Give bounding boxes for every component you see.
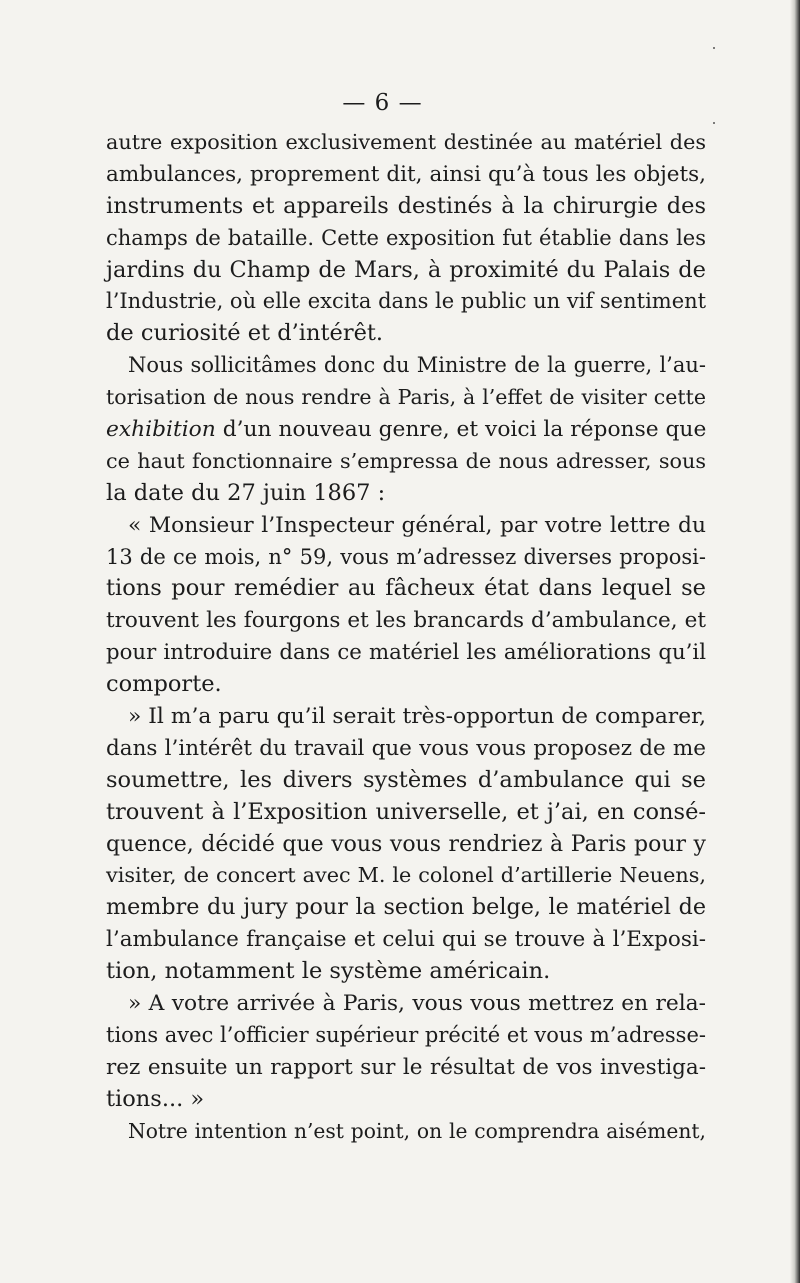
text-line: visiter, de concert avec M. le colonel d’artillerie Neuens, — [106, 863, 706, 888]
text-line: comporte. — [106, 671, 222, 698]
text-line: ambulances, proprement dit, ainsi qu’à tous les objets, — [106, 161, 706, 187]
paper-speck — [713, 47, 715, 49]
text-line: tion, notamment le système américain. — [106, 958, 551, 985]
text-line: instruments et appareils destinés à la chirurgie des — [106, 192, 706, 219]
text-line: tions pour remédier au fâcheux état dans lequel se — [106, 575, 706, 602]
text-line: tions avec l’officier supérieur précité et vous m’adresse- — [106, 1022, 706, 1047]
text-line: pour introduire dans ce matériel les améliorations qu’il — [106, 640, 706, 666]
text-line: « Monsieur l’Inspecteur général, par votre lettre du — [128, 512, 706, 538]
text-line: Notre intention n’est point, on le comprendra aisément, — [128, 1118, 706, 1143]
text-line: trouvent les fourgons et les brancards d’ambulance, et — [106, 608, 706, 634]
text-line: » Il m’a paru qu’il serait très-opportun de comparer, — [128, 704, 706, 730]
paper-speck — [713, 122, 715, 124]
body-text — [106, 127, 706, 1148]
text-line: de curiosité et d’intérêt. — [106, 320, 384, 347]
text-line: jardins du Champ de Mars, à proximité du Palais de — [106, 256, 706, 283]
text-line: membre du jury pour la section belge, le matériel de — [106, 894, 706, 921]
text-line: quence, décidé que vous vous rendriez à Paris pour y — [106, 831, 706, 857]
text-line: 13 de ce mois, n° 59, vous m’adressez diverses proposi- — [106, 544, 706, 569]
text-line: soumettre, les divers systèmes d’ambulance qui se — [106, 766, 706, 793]
text-line: ce haut fonctionnaire s’empressa de nous adresser, sous — [106, 448, 706, 473]
text-line: rez ensuite un rapport sur le résultat de vos investiga- — [106, 1054, 706, 1080]
text-line: champs de bataille. Cette exposition fut établie dans les — [106, 225, 706, 250]
text-line: trouvent à l’Exposition universelle, et j’ai, en consé- — [106, 798, 706, 825]
text-line: » A votre arrivée à Paris, vous vous mettrez en rela- — [128, 991, 706, 1017]
text-line: la date du 27 juin 1867 : — [106, 479, 386, 506]
text-line: tions... » — [106, 1085, 205, 1112]
text-line: l’ambulance française et celui qui se trouve à l’Exposi- — [106, 927, 706, 953]
page-edge-shadow — [790, 0, 800, 1283]
text-line — [106, 414, 706, 446]
text-line: Nous sollicitâmes donc du Ministre de la guerre, l’au- — [128, 353, 706, 378]
text-line: autre exposition exclusivement destinée au matériel des — [106, 130, 706, 154]
text-line: l’Industrie, où elle excita dans le public un vif sentiment — [106, 289, 707, 314]
italic-word: exhibition — [106, 417, 216, 443]
text-line: torisation de nous rendre à Paris, à l’effet de visiter cette — [106, 385, 706, 410]
page-number: — 6 — — [342, 90, 423, 116]
text-line: dans l’intérêt du travail que vous vous proposez de me — [106, 735, 706, 761]
line-rest: d’un nouveau genre, et voici la réponse que — [215, 417, 707, 443]
